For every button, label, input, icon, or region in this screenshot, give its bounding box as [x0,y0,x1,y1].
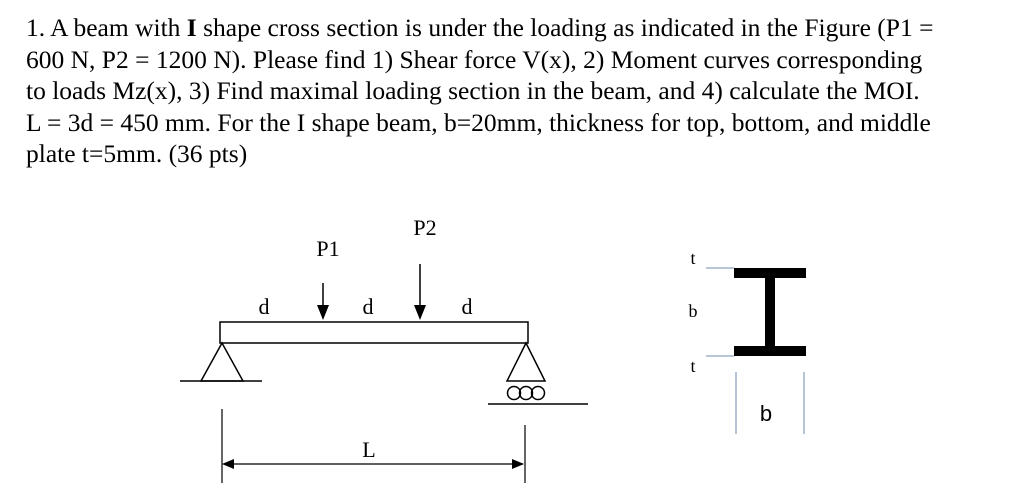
beam-body [220,322,528,343]
label-p1: P1 [316,236,340,261]
problem-line-4: L = 3d = 450 mm. For the I shape beam, b=20mm, thickness for top, bottom, and middle [26,107,931,137]
label-t-top: t [690,248,696,268]
label-p2: P2 [413,215,437,240]
i-section [734,268,806,356]
label-length: L [362,437,376,462]
roller-support [488,343,588,404]
label-span-mid: d [362,294,374,319]
label-b-width: b [759,401,773,426]
label-b-height: b [688,301,698,321]
problem-line-1-start: 1. A beam with [26,13,187,42]
pin-support [180,343,262,381]
label-span-left: d [258,294,270,319]
problem-line-2: 600 N, P2 = 1200 N). Please find 1) Shear force V(x), 2) Moment curves corresponding [26,44,923,74]
problem-bold-i: I [186,13,197,42]
load-arrow-p1 [317,283,329,320]
load-arrow-p2 [414,264,426,320]
label-span-right: d [461,294,473,319]
problem-line-5: plate t=5mm. (36 pts) [26,139,248,168]
problem-line-1-end: shape cross section is under the loading as indicated in the Figure (P1 = [196,13,934,42]
label-t-bottom: t [690,356,696,376]
problem-line-3: to loads Mz(x), 3) Find maximal loading section in the beam, and 4) calculate the MOI. [26,76,920,105]
